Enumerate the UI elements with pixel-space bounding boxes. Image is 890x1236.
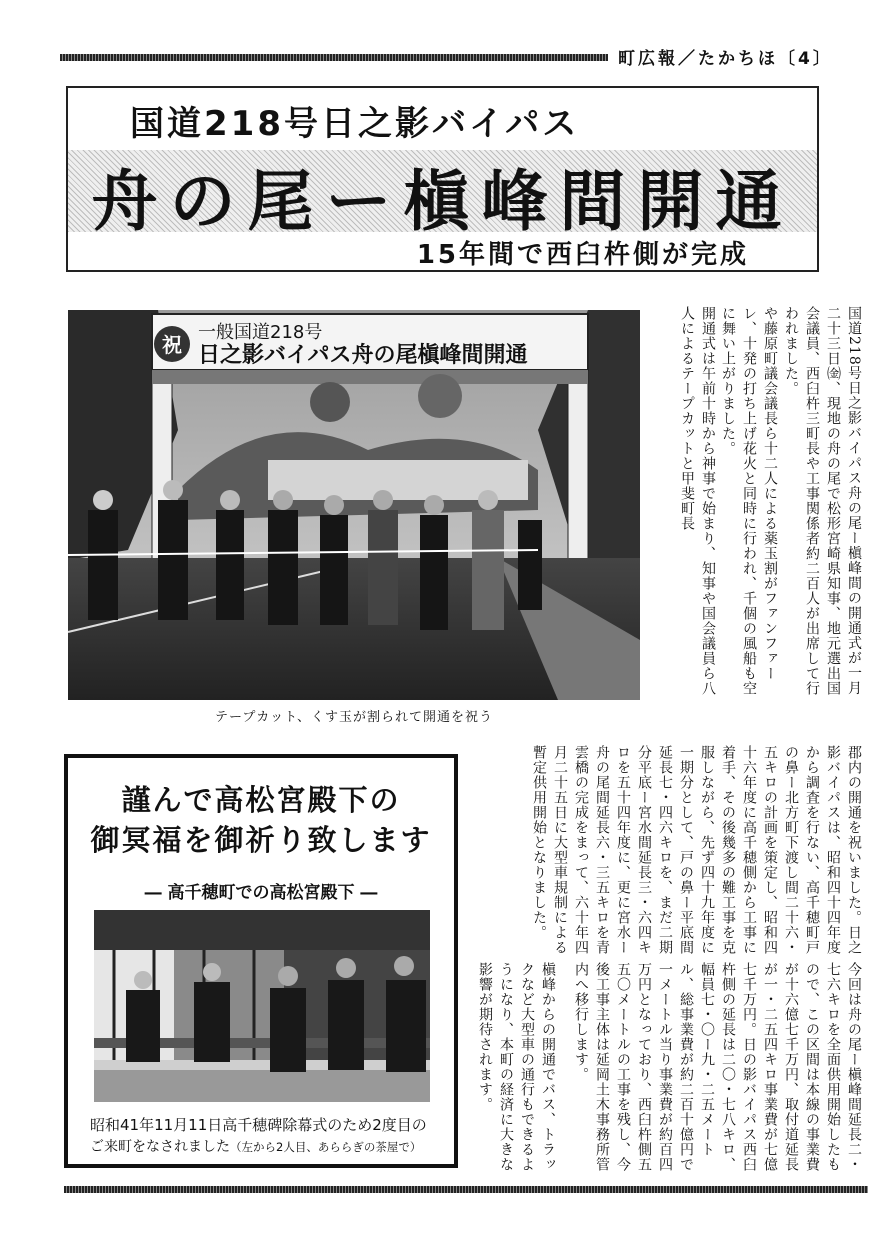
memorial-caption-main: ご来町をなされました bbox=[90, 1139, 230, 1155]
photo-banner-main: 日之影バイパス舟の尾槇峰間開通 bbox=[198, 343, 528, 368]
article-column: 郡内の開通を祝いました。日之影バイパスは、昭和四十四年度から調査を行ない、高千穂町戸の鼻ー北方町下渡し間二十六・五キロの計画を策定し、昭和四十六年度に高千穂側から工事に着手、その後幾多の難工事を克服しながら、先ず四十九年度に一期分として、戸の鼻ー平底間延長七・四六キロを、まだ二期分平底ー宮水間延長三・六四キロを五十四年度に、更に宮水ー舟の尾間延長六・三五キロを青雲橋の完成をまって、六十年四月二十五日に大型車規制による暫定供用開始となりました。 bbox=[531, 745, 862, 955]
headline-kicker: 国道218号日之影バイパス bbox=[130, 104, 580, 144]
article-column: や藤原町議会議長ら十二人による薬玉割がファンファーレ、十発の打ち上げ花火と同時に行われ、千個の風船も空に舞い上がりました。 bbox=[720, 306, 778, 696]
memorial-caption-note: （左から2人目、あららぎの茶屋で） bbox=[230, 1140, 422, 1154]
svg-text:祝: 祝 bbox=[162, 333, 182, 357]
memorial-subtitle: ― 高千穂町での高松宮殿下 ― bbox=[144, 883, 378, 903]
memorial-heading-line1: 謹んで高松宮殿下の bbox=[121, 783, 401, 817]
footer-rule bbox=[64, 1186, 868, 1193]
memorial-caption-line1: 昭和41年11月11日高千穂碑除幕式のため2度目の bbox=[90, 1116, 427, 1134]
article-column: 開通式は午前十時から神事で始まり、知事や国会議員ら八人によるテープカットと甲斐町長 bbox=[679, 306, 716, 696]
page-header: 町広報／たかちほ〔4〕 bbox=[618, 49, 833, 69]
header-rule-left bbox=[60, 54, 608, 61]
article-column: 今回は舟の尾ー槇峰間延長二・七六キロを全面供用開始したもので、この区間は本線の事業費が十六億七千万円、取付道延長が一・二五四キロ事業費が七億七千万円。日の影バイパス西臼杵側の延長は二〇・七八キロ、幅員七・〇ー九・二五メートル、総事業費が約二百十億円で一メートル当り事業費が約百四万円となっており、西臼杵側五五〇メートルの工事を残し、今後工事主体は延岡土木事務所管内へ移行します。 bbox=[573, 962, 862, 1172]
headline-box bbox=[66, 86, 819, 272]
headline-subtitle: 15年間で西臼杵側が完成 bbox=[416, 240, 749, 270]
ceremony-photo bbox=[68, 310, 640, 700]
photo-banner-top: 一般国道218号 bbox=[198, 322, 323, 343]
article-column: 槇峰からの開通でバス、トラックなど大型車の通行もできるようになり、本町の経済に大きな影響が期待されます。 bbox=[477, 962, 556, 1172]
headline-main: 舟の尾ー槇峰間開通 bbox=[91, 162, 794, 240]
article-column: 国道218号日之影バイパス舟の尾ー槇峰間の開通式が一月二十三日㈮、現地の舟の尾で松形宮崎県知事、地元選出国会議員、西臼杵三町長や工事関係者約二百人が出席して行われました。 bbox=[783, 306, 862, 696]
memorial-heading-line2: 御冥福を御祈り致します bbox=[90, 823, 432, 857]
memorial-caption-line2 bbox=[90, 1136, 421, 1156]
prince-visit-photo bbox=[94, 910, 430, 1102]
memorial-box bbox=[64, 754, 458, 1168]
ceremony-photo-caption: テープカット、くす玉が割られて開通を祝う bbox=[215, 710, 493, 725]
